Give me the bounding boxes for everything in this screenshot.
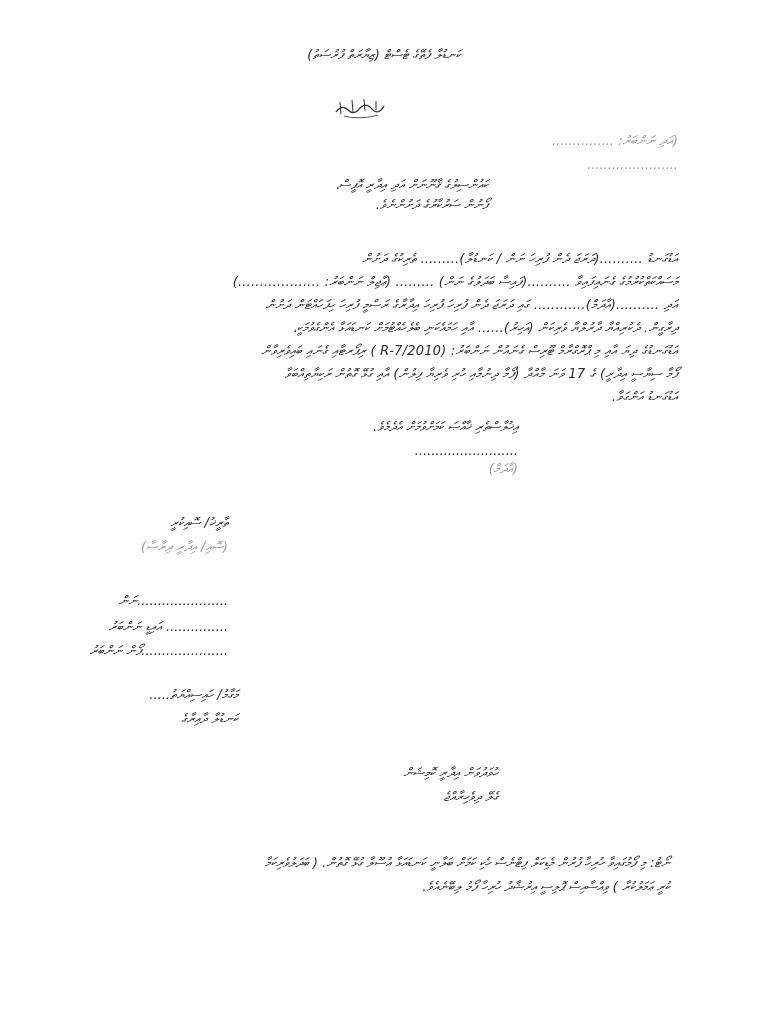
recipient-city: ގެލޭ ދިވެހިރާއްޖެ <box>443 790 498 805</box>
body-line-4: ދިރާގީން. ދެކުރިއްޔާ ދާރުލްޔާ ވެރިކަން (އަހިރު)...... އާއި ހަމައެކަނި ބެލެހެއްޓުމަށް ކަނޑައަޅާ އެންގެވުމަކީ، <box>293 321 678 336</box>
body-line-1: އަޑުގަނޑު ..........(ދަރަޖަ ދެން ފުރިހަ ނަން / ކަނޑުލާ)......... ތެރިކުގެ ދަށުން <box>362 252 678 267</box>
reference-number: (އަދި ނަންބަރު: ............... <box>552 134 678 149</box>
addressee-line-1: ކައުންސިލުގެ ޤާނޫނަށް އަދި އިދާރީ އޮފީސް، <box>335 178 488 193</box>
signature-sublabel: (ސޮއި/ އިދާރީ ދިރާސާ) <box>141 540 228 555</box>
body-line-6: ފޯމާ ސިޔާސީ އިދާރީ) ގެ 17 ވަނަ މާއްދާ (ފޯމާ ދިނުމާއި ހުރި ވެރިޔާ ފިލުން) އާއި ގުޅޭ ގޮތުން ރަކިޔާތިއްބަވާ <box>284 367 678 382</box>
signature-label: ތާރީޚު/ ސޮއިކުރީ <box>170 516 228 531</box>
note-line-1: ނޯޓު: މި ފޯމުގައިވާ ހުރިހާ ފުރުން މެޑިކަލް ފިޓްނެސް ހެކި ކަމަށް ބަލާނީ ކަނޑައަޅާ އުސޫލާ ގުޅޭ ގޮތުން. ( ބަދަލުވެރިކަމާ <box>264 856 670 871</box>
name-field: ......................ނަން <box>118 594 228 609</box>
recipient-office: ހުވަދުވަން އިދާރީ ކޮމިޝަން <box>403 766 498 781</box>
body-line-7: އަޑުގަނޑު އަންގަވާ. <box>611 390 678 405</box>
basmala-calligraphy-icon <box>334 94 386 120</box>
addressee-line-2: ފޯނުން ސަރުކާރުގެ ދަށުންނެވެ. <box>375 198 488 213</box>
body-line-3: އަދި ..........(އާދަމް)............ ގައި ދަރަޖަ ދެން ފުރިހަ ފުރިހަ އިދާރާގެ ރަސްމީ ފުރިހަ ހިފަހައްޓަން ދަށުން <box>265 298 678 313</box>
closing-dots: ......................... <box>414 444 518 459</box>
phone-field: .....................ފޯން ނަންބަރު <box>89 644 228 659</box>
id-number-field: ............... އައިޑީ ނަންބަރު <box>108 620 228 635</box>
body-line-2: މަސައްކަތްކުރުމުގެ ގެނައިފައިވާ ..........(ފައިސާ ބަދަލުގެ ނަން) ......... (ޢާޖިލް ނަންބަރު: ...................) <box>232 275 678 290</box>
document-title: ކަނޑުލާ ފެތޭގެ ޓެސްޓް (ޒިޔާރަތް ފުރުސަތު) <box>307 48 461 63</box>
position-field: މަގާމު/ ހައިސިއްޔަތު..... <box>149 688 238 703</box>
office-name: ކަނޑުލާ ދާއިރާގެ <box>181 712 238 727</box>
closing-name-placeholder: (އާދަމް) <box>488 462 518 477</box>
reference-line: ...................... <box>587 158 678 173</box>
closing-line: އިޚުލާސްތެރި ޚާއްޞަ ކަމަށްވުމަށް އެދެމެވެ. <box>373 420 518 435</box>
note-line-2: ކުރީ ޢަމަލުކުރާ ) ވިއްސާއިސް ޕޮލިސީ އިރުޝާދު ހުރިހާ ފޯމު ލިބޭނެއެވެ. <box>422 880 670 895</box>
body-line-5: އަޑުގަނޑުގެ ދިޔަ އާއި މި ޕްރޮގްރާމް ޓޫރިސް ގެނައުން ނަންބަރު: (2010/R-7 ) ރިޕޯރޓާއި ގެނައި ބައިވެރިވާން <box>261 344 678 359</box>
